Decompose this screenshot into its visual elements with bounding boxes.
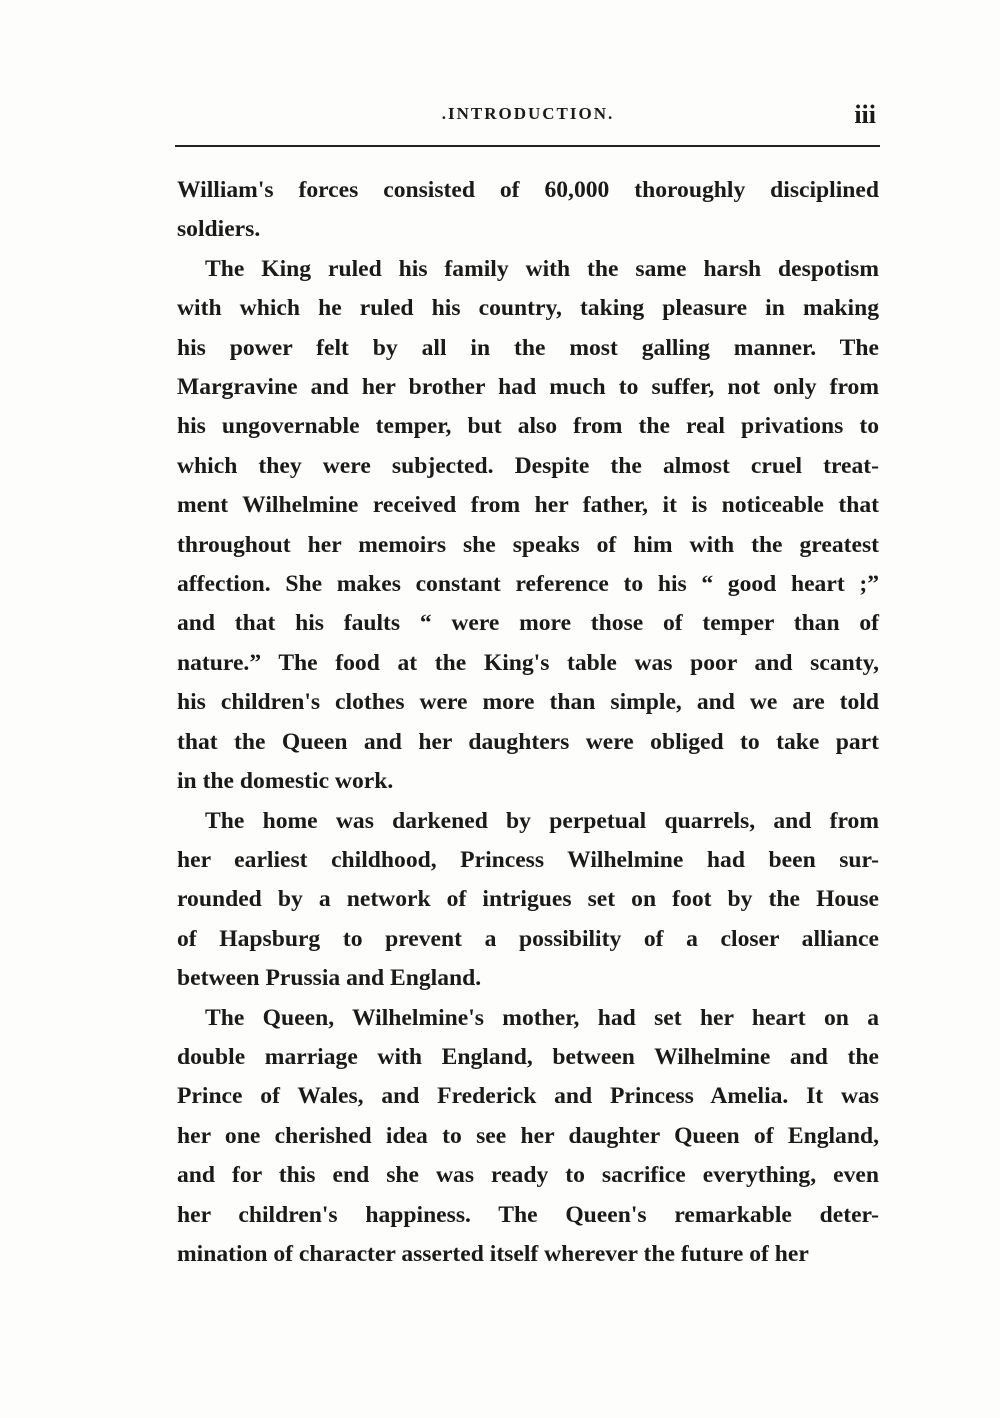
text-line: double marriage with England, between Wilhelmine and the — [177, 1043, 879, 1070]
text-line: her children's happiness. The Queen's remarkable deter- — [177, 1201, 879, 1228]
page-number: iii — [854, 100, 876, 129]
text-line: Prince of Wales, and Frederick and Princess Amelia. It was — [177, 1083, 879, 1110]
text-line: and that his faults “ were more those of temper than of — [177, 610, 879, 637]
header-rule — [175, 145, 880, 147]
text-line: that the Queen and her daughters were obliged to take part — [177, 728, 879, 755]
text-line: her one cherished idea to see her daughter Queen of England, — [177, 1122, 879, 1149]
text-line: Margravine and her brother had much to suffer, not only from — [177, 374, 879, 401]
paragraph — [177, 802, 879, 999]
text-line: of Hapsburg to prevent a possibility of a closer alliance — [177, 925, 879, 952]
text-line: The King ruled his family with the same harsh despotism — [205, 255, 879, 282]
text-line: William's forces consisted of 60,000 thoroughly disciplined — [177, 177, 879, 203]
running-title: .INTRODUCTION. — [441, 104, 615, 123]
text-line: his children's clothes were more than simple, and we are told — [177, 689, 879, 716]
text-line: with which he ruled his country, taking pleasure in making — [177, 295, 879, 322]
text-line: affection. She makes constant reference to his “ good heart ;” — [177, 571, 879, 598]
text-line: in the domestic work. — [177, 768, 394, 795]
text-line: soldiers. — [177, 216, 261, 243]
text-line: between Prussia and England. — [177, 965, 482, 992]
text-line: ment Wilhelmine received from her father, it is noticeable that — [177, 492, 879, 519]
text-line: his power felt by all in the most galling manner. The — [177, 334, 879, 361]
paragraph — [177, 171, 879, 250]
running-head — [178, 100, 878, 140]
text-line: mination of character asserted itself wherever the future of her — [177, 1240, 809, 1267]
text-line: nature.” The food at the King's table was poor and scanty, — [177, 649, 879, 676]
text-line: throughout her memoirs she speaks of him with the greatest — [177, 531, 879, 558]
body-text — [177, 171, 879, 1274]
text-line: rounded by a network of intrigues set on foot by the House — [177, 886, 879, 913]
text-line: and for this end she was ready to sacrifice everything, even — [177, 1162, 879, 1189]
text-line: which they were subjected. Despite the almost cruel treat- — [177, 452, 879, 479]
paragraph — [177, 250, 879, 802]
text-line: his ungovernable temper, but also from the real privations to — [177, 413, 879, 440]
text-line: The Queen, Wilhelmine's mother, had set her heart on a — [205, 1004, 879, 1031]
paragraph — [177, 999, 879, 1275]
text-line: The home was darkened by perpetual quarrels, and from — [205, 807, 879, 834]
text-line: her earliest childhood, Princess Wilhelmine had been sur- — [177, 846, 879, 873]
